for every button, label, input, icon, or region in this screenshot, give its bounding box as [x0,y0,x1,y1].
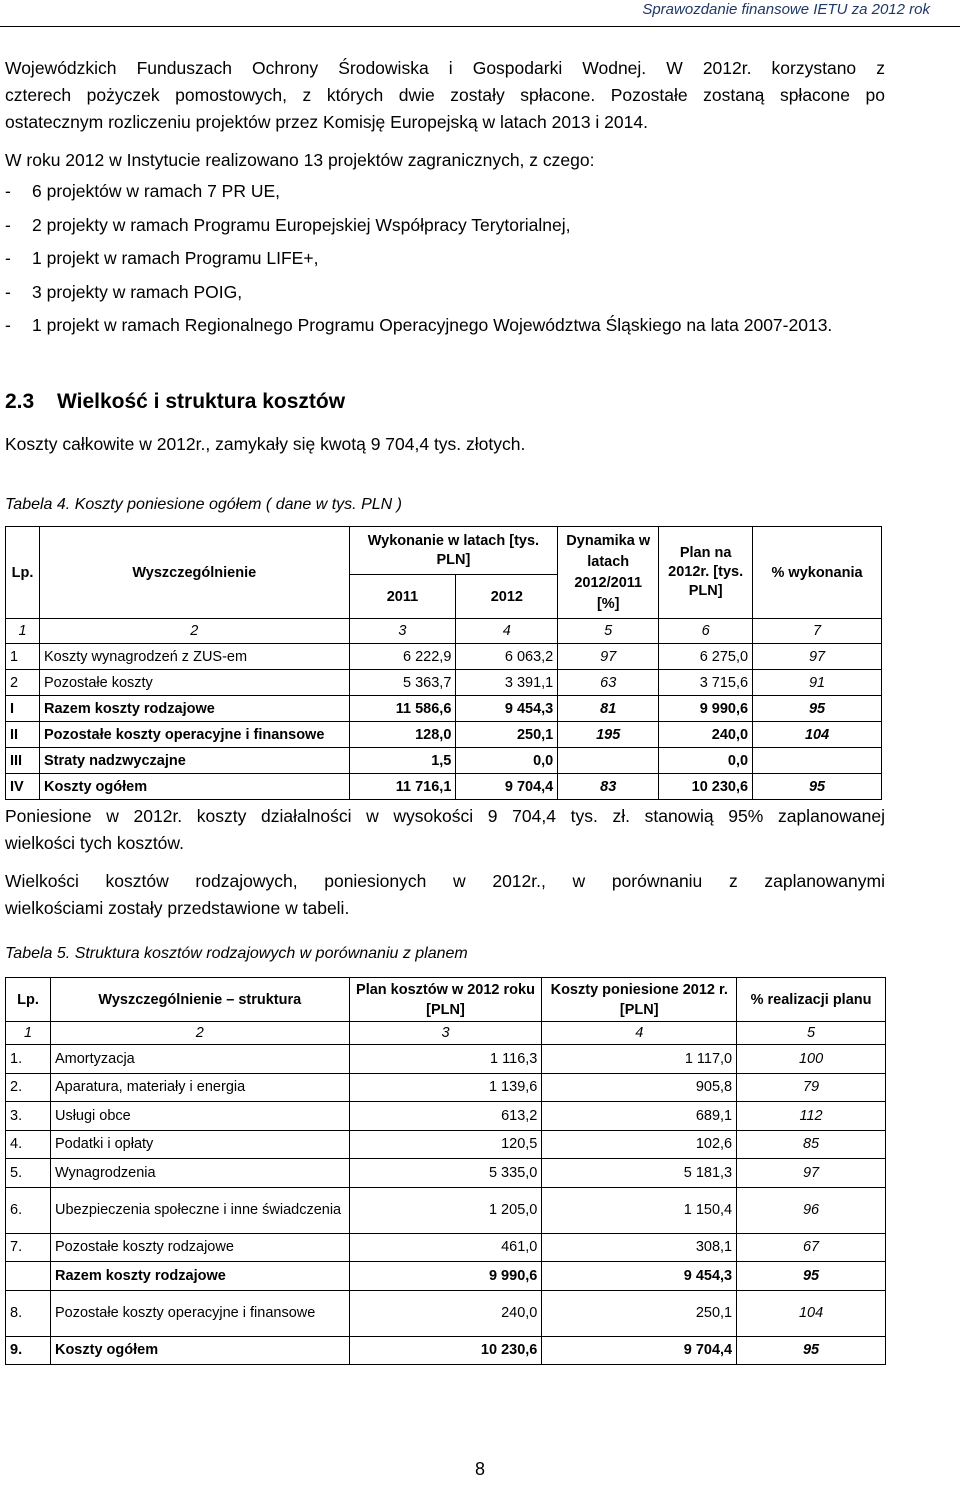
cell-2012: 250,1 [456,722,558,748]
cell-name: Razem koszty rodzajowe [50,1262,349,1291]
cell-dynamics: 195 [558,722,659,748]
cell-2011: 5 363,7 [349,670,456,696]
cell-dynamics [558,748,659,774]
cell-pct: 79 [737,1073,886,1102]
intro-line-1: Wojewódzkich Funduszach Ochrony Środowiska i Gospodarki Wodnej. W 2012r. korzystano z [5,58,885,78]
cell-lp: I [6,696,40,722]
table4-header-plan: Plan na 2012r. [tys. PLN] [659,527,753,619]
table4-colnum: 4 [456,619,558,644]
cell-name: Koszty ogółem [50,1336,349,1365]
projects-lead: W roku 2012 w Instytucie realizowano 13 projektów zagranicznych, z czego: [5,150,595,170]
cell-incurred: 5 181,3 [542,1159,737,1188]
para-line: Wielkości kosztów rodzajowych, poniesionych w 2012r., w porównaniu z zaplanowanymi [5,871,885,891]
table5-caption: Tabela 5. Struktura kosztów rodzajowych w porównaniu z planem [5,945,468,962]
table5-header-pct: % realizacji planu [737,978,886,1022]
cell-2011: 1,5 [349,748,456,774]
cell-incurred: 9 704,4 [542,1336,737,1365]
cell-pct: 97 [737,1159,886,1188]
cell-name: Podatki i opłaty [50,1130,349,1159]
cell-incurred: 9 454,3 [542,1262,737,1291]
header-rule [0,26,960,27]
cell-name: Pozostałe koszty [39,670,349,696]
cell-lp [6,1262,51,1291]
cell-dynamics: 97 [558,644,659,670]
cell-2011: 11 586,6 [349,696,456,722]
table-row [6,1045,886,1074]
cell-name: Pozostałe koszty rodzajowe [50,1233,349,1262]
table4-colnum: 7 [753,619,882,644]
page-number: 8 [474,1459,485,1479]
table4-colnum: 2 [39,619,349,644]
cell-incurred: 102,6 [542,1130,737,1159]
section-number: 2.3 [5,390,35,413]
table-row [6,670,882,696]
table4-header-dynamics: Dynamika w latach 2012/2011 [%] [558,527,659,619]
list-dash: - [5,181,11,201]
table5-colnum: 3 [349,1022,542,1045]
list-dash: - [5,315,11,335]
cell-pct: 95 [753,696,882,722]
cell-plan: 0,0 [659,748,753,774]
table5-header-item: Wyszczególnienie – struktura [50,978,349,1022]
cell-name: Usługi obce [50,1102,349,1131]
table4-colnum: 3 [349,619,456,644]
cell-lp: III [6,748,40,774]
cell-lp: 4. [6,1130,51,1159]
cell-name: Koszty wynagrodzeń z ZUS-em [39,644,349,670]
cell-name: Koszty ogółem [39,774,349,800]
intro-paragraph [5,55,885,136]
cell-name: Aparatura, materiały i energia [50,1073,349,1102]
cell-plan: 240,0 [659,722,753,748]
table-row [6,644,882,670]
cell-lp: 8. [6,1290,51,1336]
table4-header-lp: Lp. [6,527,40,619]
cell-plan: 1 116,3 [349,1045,542,1074]
cell-name: Pozostałe koszty operacyjne i finansowe [39,722,349,748]
cell-2011: 11 716,1 [349,774,456,800]
projects-list [5,175,895,339]
table5-colnum: 5 [737,1022,886,1045]
cell-2011: 128,0 [349,722,456,748]
section-title: Wielkość i struktura kosztów [57,390,346,413]
table-row [6,1262,886,1291]
table-row [6,1336,886,1365]
table-row [6,1130,886,1159]
cell-pct: 96 [737,1187,886,1233]
cell-plan: 5 335,0 [349,1159,542,1188]
table4-header-2011: 2011 [349,575,456,619]
table5-colnum: 2 [50,1022,349,1045]
cell-lp: 5. [6,1159,51,1188]
list-item [5,175,895,209]
cell-name: Wynagrodzenia [50,1159,349,1188]
cell-pct: 104 [753,722,882,748]
table-row [6,1290,886,1336]
cell-2011: 6 222,9 [349,644,456,670]
cell-plan: 10 230,6 [349,1336,542,1365]
cell-lp: 9. [6,1336,51,1365]
cell-dynamics: 81 [558,696,659,722]
table5 [5,977,886,1365]
intro-line-2: czterech pożyczek pomostowych, z których dwie zostały spłacone. Pozostałe zostaną spłacone po [5,85,885,105]
table5-colnum-row [6,1022,886,1045]
list-item [5,209,895,243]
cell-pct: 112 [737,1102,886,1131]
cell-pct: 100 [737,1045,886,1074]
para-line: wielkości tych kosztów. [5,833,184,853]
cell-lp: 2. [6,1073,51,1102]
after-table4-paragraph-2 [5,868,885,922]
cell-lp: 7. [6,1233,51,1262]
table-row [6,1102,886,1131]
cell-name: Pozostałe koszty operacyjne i finansowe [50,1290,349,1336]
table5-body [6,1045,886,1365]
cell-incurred: 1 150,4 [542,1187,737,1233]
list-item-text: 1 projekt w ramach Programu LIFE+, [32,248,319,268]
table4-colnum: 6 [659,619,753,644]
table5-header-lp: Lp. [6,978,51,1022]
list-item-text: 2 projekty w ramach Programu Europejskiej Współpracy Terytorialnej, [32,214,571,235]
table-row [6,696,882,722]
list-item-text: 3 projekty w ramach POIG, [32,281,243,302]
cell-2012: 9 704,4 [456,774,558,800]
intro-line-3: ostatecznym rozliczeniu projektów przez Komisję Europejską w latach 2013 i 2014. [5,112,648,132]
cell-pct: 95 [737,1336,886,1365]
cell-plan: 9 990,6 [349,1262,542,1291]
cell-plan: 613,2 [349,1102,542,1131]
list-dash: - [5,248,11,268]
table4-header-execution: Wykonanie w latach [tys. PLN] [349,527,558,575]
cell-incurred: 689,1 [542,1102,737,1131]
cell-plan: 240,0 [349,1290,542,1336]
table4 [5,526,882,800]
section-heading [5,390,345,414]
cell-pct: 67 [737,1233,886,1262]
para-line: Poniesione w 2012r. koszty działalności w wysokości 9 704,4 tys. zł. stanowią 95% zaplanowanej [5,806,885,826]
cell-pct: 91 [753,670,882,696]
table4-colnum: 5 [558,619,659,644]
cell-incurred: 250,1 [542,1290,737,1336]
list-item [5,276,895,310]
running-header: Sprawozdanie finansowe IETU za 2012 rok [642,1,930,18]
table4-header-item: Wyszczególnienie [39,527,349,619]
table5-header-incurred: Koszty poniesione 2012 r. [PLN] [542,978,737,1022]
list-item [5,242,895,276]
list-item [5,312,892,339]
cell-lp: 2 [6,670,40,696]
cell-2012: 3 391,1 [456,670,558,696]
cell-name: Amortyzacja [50,1045,349,1074]
cell-plan: 120,5 [349,1130,542,1159]
table4-body [6,644,882,800]
table5-header-plan: Plan kosztów w 2012 roku [PLN] [349,978,542,1022]
cell-lp: IV [6,774,40,800]
cell-pct [753,748,882,774]
cell-incurred: 905,8 [542,1073,737,1102]
table-row [6,1159,886,1188]
table4-header-2012: 2012 [456,575,558,619]
list-item-text: 1 projekt w ramach Regionalnego Programu Operacyjnego Województwa Śląskiego na lata 2007-2013. [32,315,833,335]
cell-dynamics: 83 [558,774,659,800]
table-row [6,1233,886,1262]
table5-colnum: 4 [542,1022,737,1045]
list-dash: - [5,214,11,235]
cell-2012: 9 454,3 [456,696,558,722]
cell-incurred: 1 117,0 [542,1045,737,1074]
after-table4-paragraph-1 [5,803,885,857]
list-item-text: 6 projektów w ramach 7 PR UE, [32,181,281,201]
cost-summary: Koszty całkowite w 2012r., zamykały się kwotą 9 704,4 tys. złotych. [5,434,526,454]
cell-pct: 97 [753,644,882,670]
cell-pct: 104 [737,1290,886,1336]
cell-plan: 3 715,6 [659,670,753,696]
cell-pct: 95 [737,1262,886,1291]
cell-plan: 1 139,6 [349,1073,542,1102]
table-row [6,748,882,774]
cell-2012: 6 063,2 [456,644,558,670]
list-dash: - [5,281,11,302]
cell-lp: 1. [6,1045,51,1074]
cell-name: Ubezpieczenia społeczne i inne świadczenia [50,1187,349,1233]
cell-pct: 95 [753,774,882,800]
cell-plan: 6 275,0 [659,644,753,670]
cell-plan: 461,0 [349,1233,542,1262]
table4-header-pct: % wykonania [753,527,882,619]
cell-2012: 0,0 [456,748,558,774]
table-row [6,722,882,748]
table-row [6,1073,886,1102]
cell-lp: 1 [6,644,40,670]
cell-incurred: 308,1 [542,1233,737,1262]
para-line: wielkościami zostały przedstawione w tabeli. [5,898,350,918]
table5-colnum: 1 [6,1022,51,1045]
cell-lp: 6. [6,1187,51,1233]
table4-caption: Tabela 4. Koszty poniesione ogółem ( dane w tys. PLN ) [5,496,402,513]
cell-dynamics: 63 [558,670,659,696]
table-row [6,774,882,800]
cell-plan: 10 230,6 [659,774,753,800]
cell-name: Straty nadzwyczajne [39,748,349,774]
cell-plan: 9 990,6 [659,696,753,722]
cell-plan: 1 205,0 [349,1187,542,1233]
cell-lp: II [6,722,40,748]
table4-colnum: 1 [6,619,40,644]
cell-name: Razem koszty rodzajowe [39,696,349,722]
table4-colnum-row [6,619,882,644]
cell-pct: 85 [737,1130,886,1159]
table-row [6,1187,886,1233]
cell-lp: 3. [6,1102,51,1131]
